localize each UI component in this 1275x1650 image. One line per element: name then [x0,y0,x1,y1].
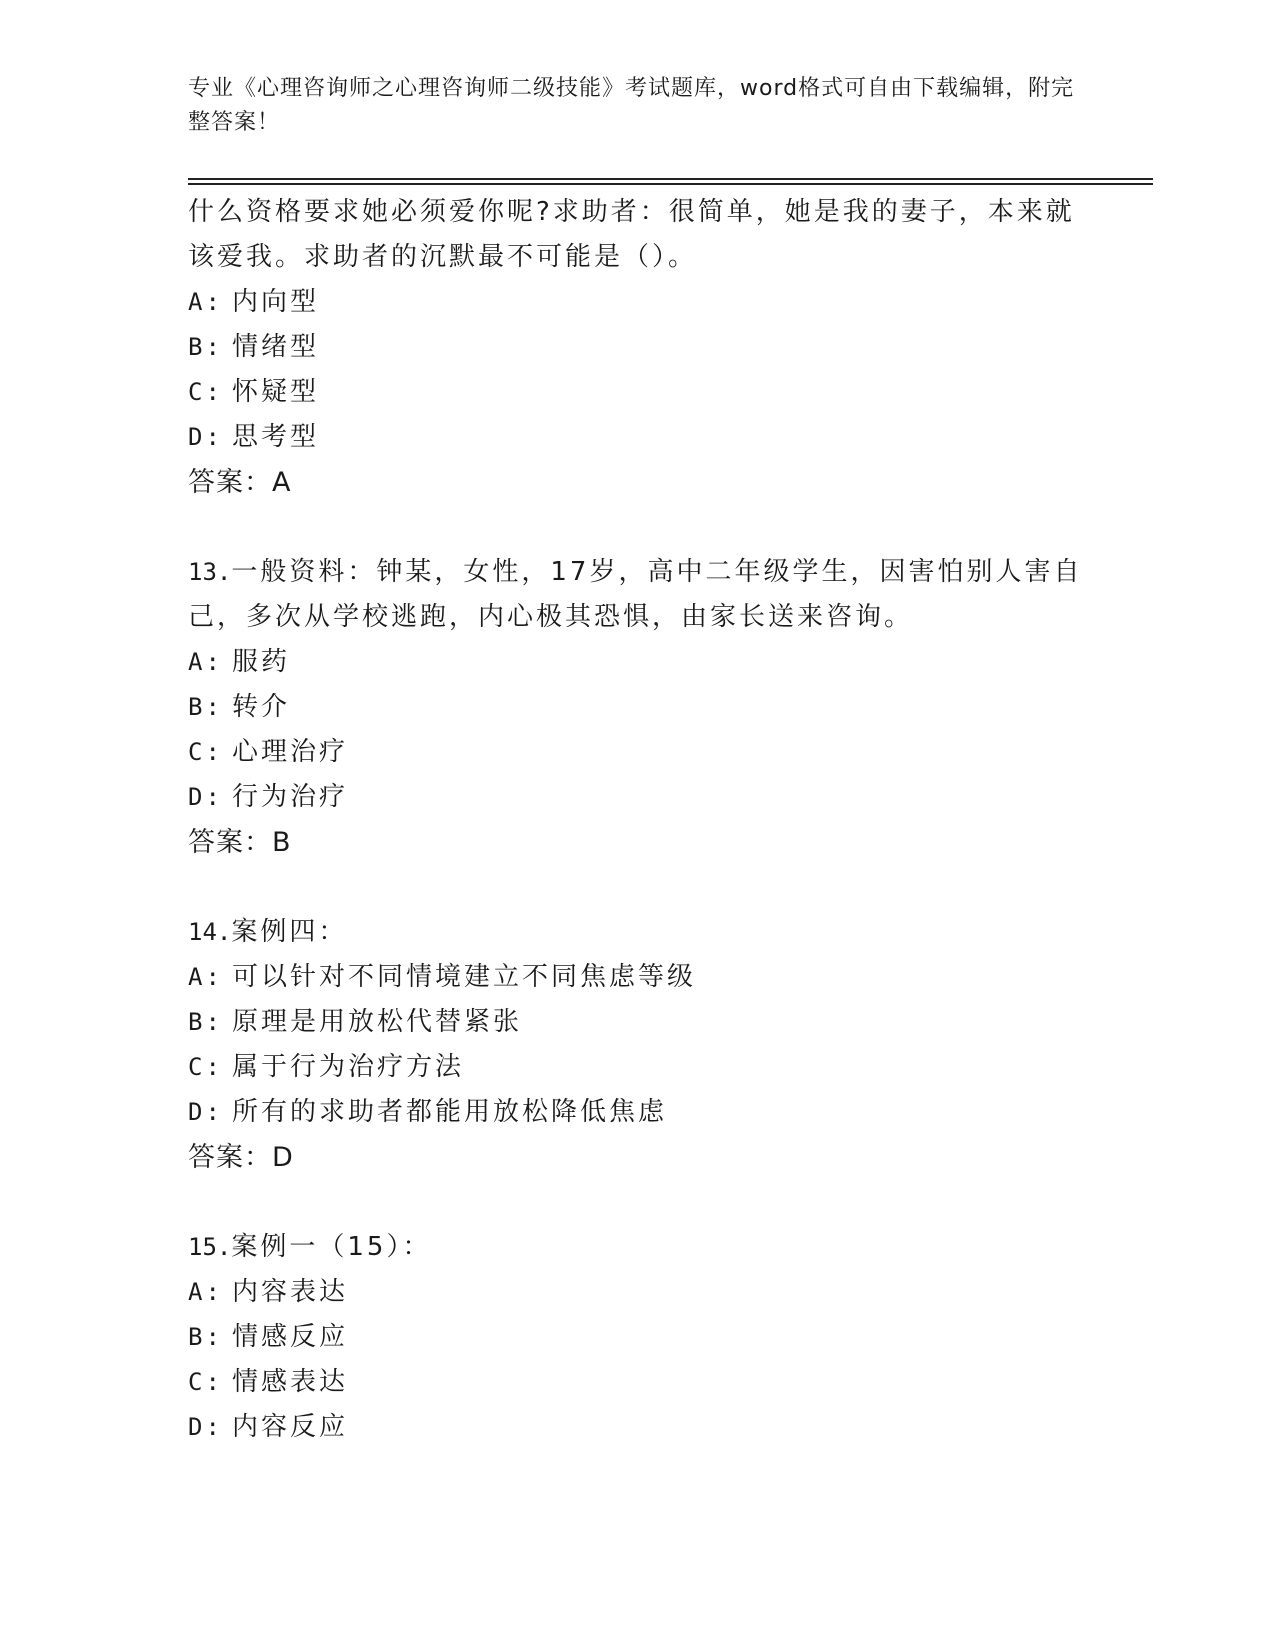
answer-line [188,460,1088,505]
question-text: 案例一（15）： [231,1232,432,1262]
option-letter: D: [188,1413,223,1441]
option-c [188,730,1088,775]
option-text: 原理是用放松代替紧张 [232,1007,523,1037]
answer-line [188,820,1088,865]
option-d [188,775,1088,820]
option-text: 心理治疗 [232,737,349,767]
answer-label: 答案： [188,1142,272,1173]
option-a [188,640,1088,685]
question-stem [188,550,1088,640]
option-letter: C: [188,378,223,406]
option-letter: A: [188,1278,223,1306]
option-text: 可以针对不同情境建立不同焦虑等级 [232,962,697,992]
question-15 [188,1225,1088,1450]
option-text: 怀疑型 [232,377,320,407]
option-d [188,1405,1088,1450]
option-c [188,1360,1088,1405]
option-a [188,1270,1088,1315]
option-b [188,1315,1088,1360]
question-12 [188,190,1088,505]
answer-label: 答案： [188,827,272,858]
option-letter: B: [188,333,223,361]
document-header: 专业《心理咨询师之心理咨询师二级技能》考试题库，word格式可自由下载编辑，附完整答案！ [188,76,1075,135]
question-text: 案例四： [231,917,348,947]
question-stem [188,1225,1088,1270]
question-13 [188,550,1088,865]
option-letter: D: [188,1098,223,1126]
option-letter: D: [188,783,223,811]
option-text: 情绪型 [232,332,320,362]
header-rule-bottom [188,183,1153,185]
option-letter: A: [188,288,223,316]
option-b [188,325,1088,370]
option-text: 服药 [232,647,291,677]
question-spacer [188,505,1088,550]
option-text: 内容反应 [232,1412,349,1442]
question-spacer [188,865,1088,910]
option-text: 所有的求助者都能用放松降低焦虑 [232,1097,668,1127]
question-text: 一般资料：钟某，女性，17岁，高中二年级学生，因害怕别人害自己，多次从学校逃跑，内心极其恐惧，由家长送来咨询。 [188,557,1083,632]
option-letter: B: [188,1323,223,1351]
answer-label: 答案： [188,467,272,498]
option-letter: C: [188,1368,223,1396]
option-text: 情感表达 [232,1367,349,1397]
option-letter: D: [188,423,223,451]
answer-value: A [272,467,292,498]
option-letter: C: [188,738,223,766]
question-stem [188,910,1088,955]
option-letter: B: [188,693,223,721]
question-stem: 什么资格要求她必须爱你呢?求助者：很简单，她是我的妻子，本来就该爱我。求助者的沉默最不可能是（）。 [188,197,1075,272]
option-letter: C: [188,1053,223,1081]
header-rule-top [188,178,1153,180]
question-number: 15. [188,1233,232,1261]
option-a [188,955,1088,1000]
option-d [188,1090,1088,1135]
option-b [188,685,1088,730]
option-d [188,415,1088,460]
option-text: 内向型 [232,287,320,317]
question-number: 14. [188,918,232,946]
option-a [188,280,1088,325]
question-14 [188,910,1088,1180]
question-number: 13. [188,558,232,586]
option-text: 内容表达 [232,1277,349,1307]
option-text: 属于行为治疗方法 [232,1052,465,1082]
question-list [188,190,1088,1450]
question-spacer [188,1180,1088,1225]
answer-value: D [272,1142,294,1173]
option-letter: A: [188,963,223,991]
answer-line [188,1135,1088,1180]
option-c [188,1045,1088,1090]
option-text: 转介 [232,692,291,722]
option-c [188,370,1088,415]
option-text: 行为治疗 [232,782,349,812]
option-b [188,1000,1088,1045]
option-text: 情感反应 [232,1322,349,1352]
answer-value: B [272,827,292,858]
option-letter: B: [188,1008,223,1036]
option-letter: A: [188,648,223,676]
option-text: 思考型 [232,422,320,452]
